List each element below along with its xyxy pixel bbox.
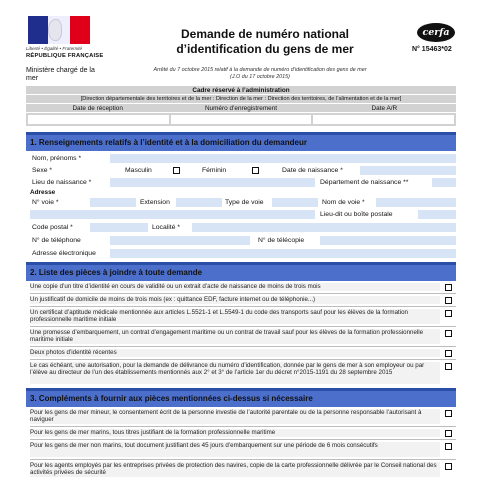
sexe-row: [30, 165, 456, 176]
piece-item-3: Un certificat d’aptitude médicale mentionnée aux articles L.5521-1 et L.5549-1 du code des transports sauf pour les élèves de la formation professionnelle maritime initiale: [30, 309, 440, 324]
adresse-complement-input[interactable]: [30, 210, 315, 219]
code-postal-label: Code postal *: [32, 224, 73, 231]
feminin-label: Féminin: [202, 167, 227, 174]
form-header: [0, 0, 480, 86]
telephone-input[interactable]: [110, 236, 250, 245]
cerfa-logo: cerfa: [417, 23, 455, 42]
complement-item-1: Pour les gens de mer mineur, le consentement écrit de la personne investie de l’autorité parentale ou de la personne responsable l’autorisant à naviguer: [30, 409, 440, 424]
arrete-reference: [110, 67, 410, 81]
email-row: [30, 248, 456, 259]
cerfa-number: N° 15463*02: [412, 46, 452, 53]
type-voie-input[interactable]: [272, 198, 318, 207]
dept-naissance-label: Département de naissance **: [320, 179, 409, 186]
telephone-label: N° de téléphone: [32, 237, 81, 244]
adresse-heading-row: [30, 189, 456, 197]
telephone-row: [30, 235, 456, 246]
masculin-label: Masculin: [125, 167, 152, 174]
piece-checkbox-3[interactable]: [445, 310, 452, 317]
complement-item-2: Pour les gens de mer marins, tous titres justifiant de la formation professionnelle maritime: [30, 429, 440, 437]
localite-input[interactable]: [192, 223, 456, 232]
admin-date-ar-field: [313, 115, 454, 124]
telecopie-label: N° de télécopie: [258, 237, 305, 244]
type-voie-label: Type de voie: [225, 199, 264, 206]
piece-checkbox-5[interactable]: [445, 350, 452, 357]
separator: [30, 426, 456, 427]
admin-col-date-reception: Date de réception: [72, 105, 123, 112]
complement-checkbox-1[interactable]: [445, 410, 452, 417]
nom-row: [30, 153, 456, 164]
piece-item-4: Une promesse d’embarquement, un contrat d’engagement maritime ou un contrat de travail sauf pour les élèves de la formation professionnelle maritime initiale: [30, 329, 440, 344]
lieu-dit-row: [30, 209, 456, 220]
extension-input[interactable]: [176, 198, 222, 207]
email-input[interactable]: [110, 249, 456, 258]
piece-checkbox-1[interactable]: [445, 284, 452, 291]
section-2-title: 2. Liste des pièces à joindre à toute demande: [30, 268, 203, 277]
separator: [30, 439, 456, 440]
separator: [30, 293, 456, 294]
section-1-header: [26, 132, 456, 151]
code-postal-row: [30, 222, 456, 233]
complement-checkbox-2[interactable]: [445, 430, 452, 437]
nom-label: Nom, prénoms *: [32, 155, 82, 162]
num-voie-input[interactable]: [90, 198, 136, 207]
complement-item-4: Pour les agents employés par les entreprises privées de protection des navires, copie de la carte professionnelle délivrée par le Conseil national des activités privées de sécurité: [30, 462, 440, 477]
complement-checkbox-4[interactable]: [445, 463, 452, 470]
admin-col-date-ar: Date A/R: [371, 105, 398, 112]
dept-naissance-input[interactable]: [432, 178, 456, 187]
sexe-label: Sexe *: [32, 167, 53, 174]
section-3-header: [26, 388, 456, 407]
complement-item-3: Pour les gens de mer non marins, tout document justifiant des 45 jours d’embarquement sur une période de 6 mois consécutifs: [30, 442, 440, 457]
separator: [30, 326, 456, 327]
marianne-logo: [28, 16, 90, 44]
lieu-dit-label: Lieu-dit ou boîte postale: [320, 211, 393, 218]
piece-checkbox-6[interactable]: [445, 363, 452, 370]
arrete-line2: (J.O du 17 octobre 2015): [230, 74, 290, 80]
piece-checkbox-4[interactable]: [445, 330, 452, 337]
complement-checkbox-3[interactable]: [445, 443, 452, 450]
admin-title: Cadre réservé à l’administration: [26, 86, 456, 95]
ministry-label: Ministère chargé de la mer: [26, 67, 95, 82]
section-1-title: 1. Renseignements relatifs à l’identité et à la domiciliation du demandeur: [30, 138, 307, 147]
nom-voie-label: Nom de voie *: [322, 199, 365, 206]
num-voie-label: N° voie *: [32, 199, 59, 206]
piece-item-5: Deux photos d’identité récentes: [30, 349, 440, 357]
telecopie-input[interactable]: [320, 236, 456, 245]
lieu-naissance-row: [30, 177, 456, 188]
date-naissance-label: Date de naissance *: [282, 167, 343, 174]
lieu-naissance-input[interactable]: [110, 178, 315, 187]
piece-checkbox-2[interactable]: [445, 297, 452, 304]
voie-row: [30, 197, 456, 208]
separator: [30, 346, 456, 347]
admin-reserved-box: [26, 86, 456, 126]
adresse-label: Adresse: [30, 189, 56, 196]
nom-input[interactable]: [110, 154, 456, 163]
localite-label: Localité *: [152, 224, 180, 231]
admin-col-numero: Numéro d’enregistrement: [204, 105, 278, 112]
separator: [30, 359, 456, 360]
admin-numero-field: [171, 115, 312, 124]
code-postal-input[interactable]: [90, 223, 148, 232]
admin-date-reception-field: [28, 115, 169, 124]
form-title-line1: Demande de numéro national: [180, 27, 350, 41]
masculin-checkbox[interactable]: [173, 167, 180, 174]
lieu-dit-input[interactable]: [418, 210, 456, 219]
extension-label: Extension: [140, 199, 170, 206]
separator: [30, 306, 456, 307]
nom-voie-input[interactable]: [376, 198, 456, 207]
email-label: Adresse électronique: [32, 250, 96, 257]
section-2-header: [26, 262, 456, 281]
piece-item-6: Le cas échéant, une autorisation, pour la demande de délivrance du numéro d’identification, donnée par le gens de mer à son employeur ou par l’élève au directeur de l’un des établissements mentionnés aux 2° et 3° de l’article 1er du décret n°2015-1191 du 28 septembre 2015: [30, 362, 440, 384]
lieu-naissance-label: Lieu de naissance *: [32, 179, 92, 186]
piece-item-2: Un justificatif de domicile de moins de trois mois (ex : quittance EDF, facture internet ou de téléphonie...): [30, 296, 440, 304]
arrete-line1: Arrêté du 7 octobre 2015 relatif à la demande de numéro d’identification des gens de mer: [153, 67, 367, 73]
date-naissance-input[interactable]: [360, 166, 456, 175]
feminin-checkbox[interactable]: [252, 167, 259, 174]
republic-name: RÉPUBLIQUE FRANÇAISE: [26, 53, 104, 59]
separator: [30, 459, 456, 460]
piece-item-1: Une copie d’un titre d’identité en cours de validité ou un extrait d’acte de naissance de moins de trois mois: [30, 283, 440, 291]
form-title: [150, 27, 380, 57]
section-3-title: 3. Compléments à fournir aux pièces mentionnées ci-dessus si nécessaire: [30, 394, 313, 403]
admin-subtitle: [Direction départementale des territoires et de la mer : Direction de la mer : Direction des territoires, de l’alimentation et de la mer]: [26, 95, 456, 104]
form-title-line2: d’identification du gens de mer: [176, 42, 354, 56]
republic-motto: Liberté • Égalité • Fraternité: [26, 46, 83, 51]
